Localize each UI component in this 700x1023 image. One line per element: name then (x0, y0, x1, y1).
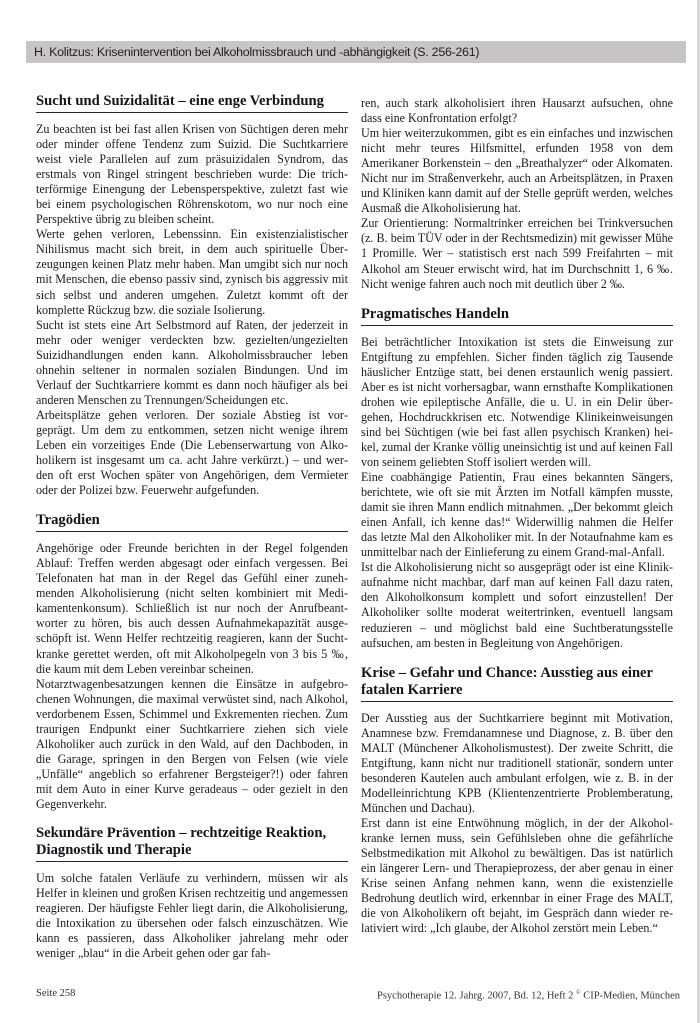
running-header: H. Kolitzus: Krisenintervention bei Alkoholmissbrauch und -abhängigkeit (S. 256-261) (26, 41, 686, 63)
section-heading: Tragödien (36, 512, 348, 532)
section-heading: Pragmatisches Handeln (361, 306, 673, 326)
paragraph: Zu beachten ist bei fast allen Krisen von Süchtigen deren mehr oder minder offene Tendenz zum Suizid. Die Suchtkarriere weist viele Parallelen auf zum präsuizidalen Syndrom, das erstmals von Ringel stringent beschrieben wurde: Die trichterförmige Einengung der Lebensperspektive, zuletzt fast wie bei einem psychologischen Röhrenskotom, wo nur noch eine Perspektive übrig zu bleiben scheint. (36, 122, 348, 227)
paragraph: Angehörige oder Freunde berichten in der Regel folgenden Ablauf: Treffen werden abgesagt oder einfach vergessen. Bei Telefonaten hat man in der Regel das Gefühl einer zunehmenden Alkoholisierung (nicht selten kombiniert mit Medikamentenkonsum). Schließlich ist nur noch der Anrufbeantworter zu hören, bis auch dessen Aufnahmekapazität ausgeschöpft ist. Wenn Helfer rechtzeitig reagieren, kann der Suchtkranke gerettet werden, oft mit Alkoholpegeln von 3 bis 5 ‰, die kaum mit dem Leben vereinbar scheinen. (36, 541, 348, 676)
section-heading: Sekundäre Prävention – rechtzeitige Reaktion, Diagnostik und Therapie (36, 825, 348, 862)
paragraph: Ist die Alkoholisierung nicht so ausgeprägt oder ist eine Klinikaufnahme nicht machbar, darf man auf keinen Fall dazu raten, den Alkoholkonsum komplett und sofort einzustellen! Der Alkoholiker sollte moderat weitertrinken, eventuell langsam reduzieren – und möglichst bald eine Suchtberatungsstelle aufsuchen, am besten in Begleitung von Angehörigen. (361, 560, 673, 650)
paragraph: ren, auch stark alkoholisiert ihren Hausarzt aufsuchen, ohne dass eine Konfrontation erfolgt? (361, 96, 673, 126)
paragraph: Um solche fatalen Verläufe zu verhindern, müssen wir als Helfer in kleinen und großen Krisen rechtzeitig und angemessen reagieren. Der häufigste Fehler liegt darin, die Alkoholisierung, die Intoxikation zu übersehen oder falsch einzuschätzen. Wie kann es passieren, dass Alkoholiker jahrelang mehr oder weniger „blau“ in die Arbeit gehen oder gar fah- (36, 871, 348, 961)
section-sekundaere-praevention (36, 825, 348, 961)
paragraph: Sucht ist stets eine Art Selbstmord auf Raten, der jederzeit in mehr oder weniger verdeckten bzw. gezielten/ungezielten Suizidhandlungen enden kann. Alkoholmissbraucher leben ohnehin seltener in normalen sozialen Bindungen. Und im Verlauf der Suchtkarriere kommt es dann noch häufiger als bei anderen Menschen zu Trennungen/Scheidungen etc. (36, 317, 348, 407)
section-tragoedien (36, 512, 348, 812)
section-heading: Sucht und Suizidalität – eine enge Verbindung (36, 93, 348, 113)
section-krise-gefahr-chance (361, 665, 673, 937)
paragraph: Zur Orientierung: Normaltrinker erreichen bei Trinkversuchen (z. B. beim TÜV oder in der Rechtsmedizin) mit gewisser Mühe 1 Promille. Wer – statistisch erst nach 599 Freifahrten – mit Alkohol am Steuer erwischt wird, hat im Durchschnitt 1, 6 ‰. Nicht wenige fahren auch noch mit deutlich über 2 ‰. (361, 216, 673, 291)
section-sekundaere-praevention-continued (361, 96, 673, 292)
journal-citation (377, 990, 680, 1002)
paragraph: Werte gehen verloren, Lebenssinn. Ein existenzialistischer Nihilismus macht sich breit, in dem auch spirituelle Überzeugungen keinen Platz mehr haben. Man umgibt sich nur noch mit Menschen, die ebenso passiv sind, zynisch bis aggressiv mit sich selbst und anderen umgehen. Zuletzt kommt oft der komplette Rückzug bzw. die soziale Isolierung. (36, 227, 348, 317)
column-left (36, 86, 348, 961)
column-right (361, 96, 673, 936)
paragraph: Erst dann ist eine Entwöhnung möglich, in der der Alkoholkranke lernen muss, sein Gefühlsleben ohne die gefährliche Selbstmedikation mit Alkohol zu bewältigen. Das ist natürlich ein längerer Lern- und Therapieprozess, der aber genau in einer Krise seinen Anfang nehmen kann, wenn die existenzielle Bedrohung deutlich wird, erkennbar in einer Frage des MALT, die von Alkoholikern oft bejaht, im Gespräch dann wieder relativiert wird: „Ich glaube, der Alkohol zerstört mein Leben.“ (361, 815, 673, 936)
publisher: CIP-Medien, München (583, 990, 681, 1002)
section-sucht-suizidalitaet (36, 93, 348, 498)
paragraph: Der Ausstieg aus der Suchtkarriere beginnt mit Motivation, Anamnese bzw. Fremdanamnese und Diagnose, z. B. über den MALT (Münchener Alkoholismustest). Der zweite Schritt, die Entgiftung, kann nicht nur traditionell stationär, sondern unter besonderen Kautelen auch ambulant erfolgen, wie z. B. in der Modelleinrichtung KPB (Klientenzentrierte Problemberatung, München und Dachau). (361, 710, 673, 815)
section-heading: Krise – Gefahr und Chance: Ausstieg aus einer fatalen Karriere (361, 665, 673, 702)
paragraph: Eine coabhängige Patientin, Frau eines bekannten Sängers, berichtete, wie oft sie mit Ärzten im Notfall kämpfen musste, damit sie ihren Mann endlich mitnahmen. „Der bekommt gleich einen Anfall, ich kenne das!“ Widerwillig nahmen die Helfer das letzte Mal den Alkoholiker mit. In der Notaufnahme kam es unmittelbar nach der Einlieferung zu einem Grand-mal-Anfall. (361, 470, 673, 560)
paragraph: Bei beträchtlicher Intoxikation ist stets die Einweisung zur Entgiftung zu empfehlen. Sicher finden täglich zig Tausende häuslicher Entzüge statt, bei denen erstaunlich wenig passiert. Aber es ist nicht vorhersagbar, wann ernsthafte Komplikationen drohen wie epileptische Anfälle, die u. U. in ein Delir übergehen, Hochdruckkrisen etc. Notwendige Klinikeinweisungen sind bei Süchtigen (wie bei fast allen psychisch Kranken) heikel, zumal der Kranke völlig uneinsichtig ist und auf keinen Fall von seinem geliebten Stoff isoliert werden will. (361, 334, 674, 469)
page-number: Seite 258 (36, 988, 76, 999)
paragraph: Arbeitsplätze gehen verloren. Der soziale Abstieg ist vorgeprägt. Um dem zu entkommen, setzen nicht wenige ihrem Leben ein vorzeitiges Ende (Die Lebenserwartung von Alkoholikern ist insgesamt um ca. acht Jahre verkürzt.) – und werden oft erst Wochen später von Angehörigen, dem Vermieter oder der Polizei bzw. Feuerwehr aufgefunden. (36, 407, 348, 498)
copyright-icon: © (576, 990, 581, 996)
paragraph: Notarztwagenbesatzungen kennen die Einsätze in aufgebrochenen Wohnungen, die maximal verwüstet sind, nach Alkohol, verdorbenem Essen, Schimmel und Exkrementen riechen. Zum traurigen Endpunkt einer Suchtkarriere ziehen sich viele Alkoholiker auch zurück in den Wald, auf den Dachboden, in die Garage, springen in den Bergen von Felsen (wie viele „Unfälle“ angeblich so erfahrener Bergsteiger?!) oder fahren mit dem Auto in einer Kurve geradeaus – oder gezielt in den Gegenverkehr. (36, 676, 348, 811)
paragraph: Um hier weiterzukommen, gibt es ein einfaches und inzwischen nicht mehr teures Hilfsmittel, erfunden 1958 von dem Amerikaner Borkenstein – den „Breathalyzer“ oder Alkomaten. Nicht nur im Straßenverkehr, auch an Arbeitsplätzen, in Praxen und Kliniken kann damit auf der Stelle geprüft werden, welches Ausmaß die Alkoholisierung hat. (361, 126, 673, 216)
journal-name: Psychotherapie 12. Jahrg. 2007, Bd. 12, Heft 2 (377, 990, 574, 1002)
section-pragmatisches-handeln (361, 306, 673, 651)
